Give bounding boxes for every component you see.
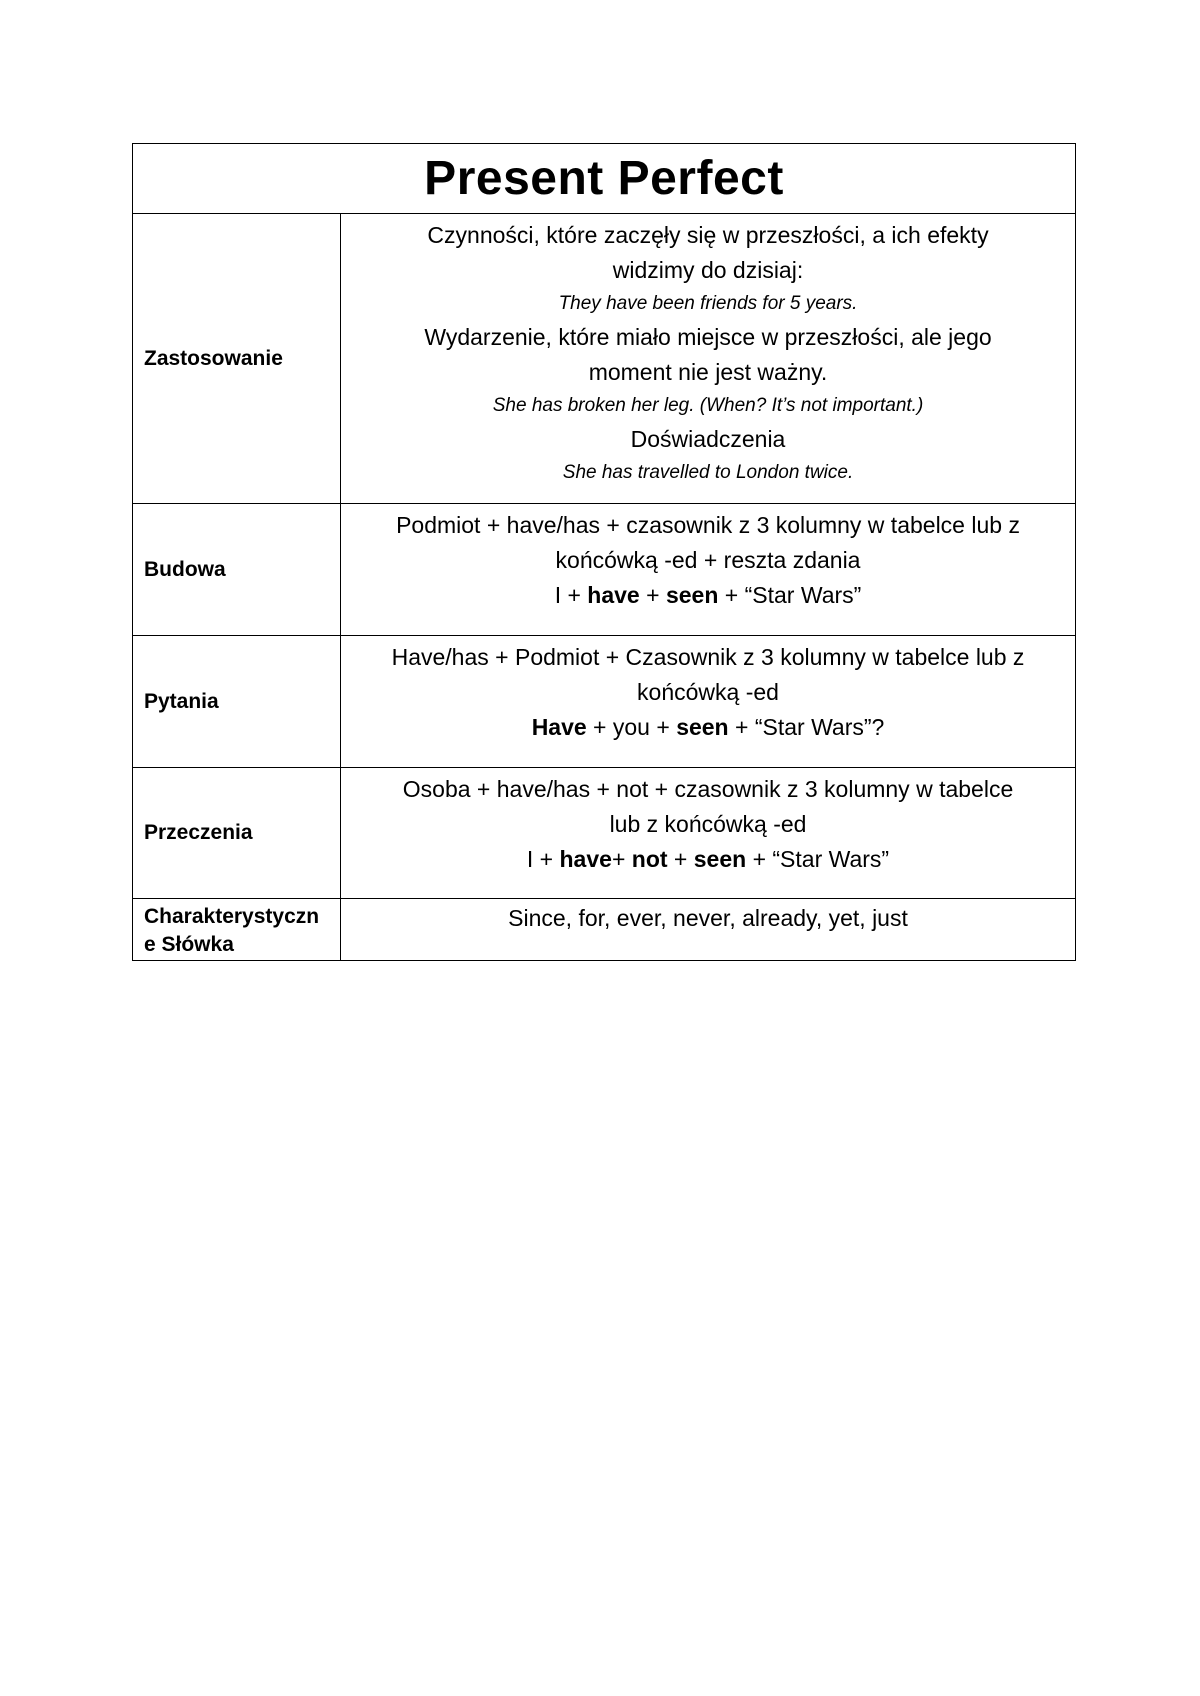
pytania-line-2: końcówką -ed [637, 679, 779, 705]
zastosowanie-line-2: widzimy do dzisiaj: [612, 257, 804, 283]
row-label-pytania: Pytania [133, 636, 341, 768]
zastosowanie-line-5: Doświadczenia [630, 426, 786, 452]
grammar-table [132, 143, 1076, 961]
przeczenia-example [353, 842, 1063, 877]
przeczenia-line-2: lub z końcówką -ed [609, 811, 807, 837]
przeczenia-ex-subject: I + [526, 846, 560, 872]
budowa-line-2: końcówką -ed + reszta zdania [555, 547, 861, 573]
row-label-budowa: Budowa [133, 504, 341, 636]
table-row-slowka [133, 899, 1076, 961]
zastosowanie-example-1: They have been friends for 5 years. [558, 293, 858, 314]
budowa-example [353, 578, 1063, 613]
row-label-slowka [133, 899, 341, 961]
przeczenia-ex-plus-1: + [611, 846, 632, 872]
row-label-zastosowanie: Zastosowanie [133, 214, 341, 504]
table-row-pytania [133, 636, 1076, 768]
budowa-ex-have: have [587, 582, 640, 608]
pytania-ex-mid: + you + [586, 714, 677, 740]
budowa-ex-rest: + “Star Wars” [718, 582, 862, 608]
table-row-zastosowanie [133, 214, 1076, 504]
przeczenia-ex-plus-2: + [667, 846, 694, 872]
slowka-label-line-1: Charakterystyczn [144, 905, 320, 928]
zastosowanie-line-3: Wydarzenie, które miało miejsce w przeszłości, ale jego [424, 324, 992, 350]
row-content-pytania [341, 636, 1076, 768]
zastosowanie-line-4: moment nie jest ważny. [588, 359, 828, 385]
title-row [133, 144, 1076, 214]
slowka-label-line-2: e Słówka [144, 933, 234, 956]
row-content-slowka: Since, for, ever, never, already, yet, just [341, 899, 1076, 961]
budowa-ex-subject: I + [554, 582, 588, 608]
zastosowanie-example-2: She has broken her leg. (When? It’s not important.) [492, 395, 924, 416]
budowa-ex-plus: + [639, 582, 666, 608]
pytania-example [353, 710, 1063, 745]
zastosowanie-example-3: She has travelled to London twice. [562, 462, 854, 483]
row-content-przeczenia [341, 768, 1076, 899]
przeczenia-line-1: Osoba + have/has + not + czasownik z 3 kolumny w tabelce [402, 776, 1014, 802]
budowa-line-1: Podmiot + have/has + czasownik z 3 kolumny w tabelce lub z [396, 512, 1020, 538]
row-content-budowa [341, 504, 1076, 636]
budowa-ex-seen: seen [665, 582, 719, 608]
table-row-budowa [133, 504, 1076, 636]
row-label-przeczenia: Przeczenia [133, 768, 341, 899]
pytania-ex-seen: seen [676, 714, 729, 740]
zastosowanie-line-1: Czynności, które zaczęły się w przeszłości, a ich efekty [427, 222, 989, 248]
pytania-line-1: Have/has + Podmiot + Czasownik z 3 kolumny w tabelce lub z [391, 644, 1025, 670]
pytania-ex-rest: + “Star Wars”? [728, 714, 885, 740]
page-title: Present Perfect [133, 144, 1076, 214]
row-content-zastosowanie [341, 214, 1076, 504]
przeczenia-ex-have: have [559, 846, 612, 872]
table-row-przeczenia [133, 768, 1076, 899]
przeczenia-ex-rest: + “Star Wars” [746, 846, 890, 872]
przeczenia-ex-not: not [631, 846, 668, 872]
pytania-ex-have: Have [531, 714, 587, 740]
przeczenia-ex-seen: seen [693, 846, 747, 872]
